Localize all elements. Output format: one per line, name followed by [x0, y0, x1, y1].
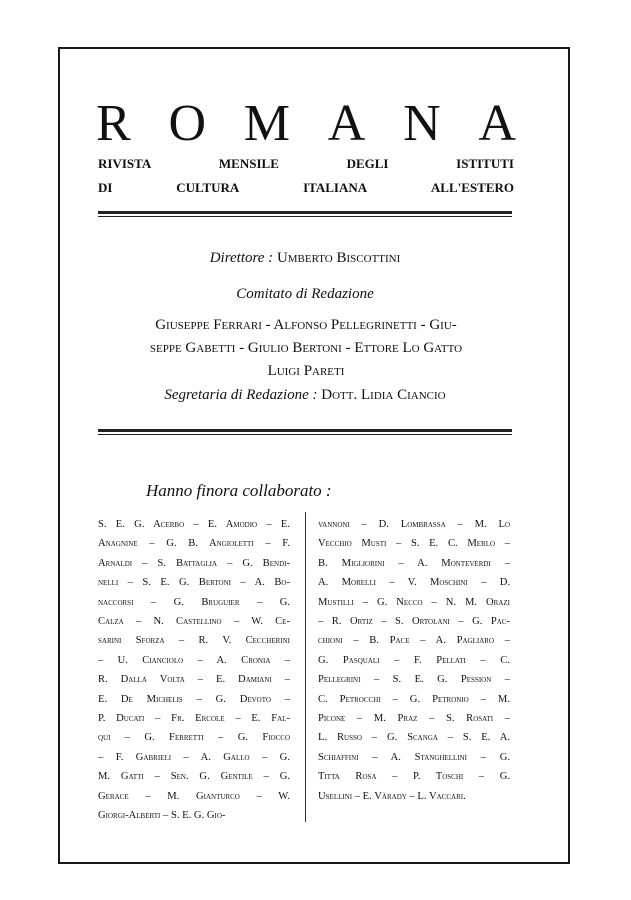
director-line — [90, 250, 520, 267]
committee-members — [104, 314, 508, 383]
contributor-line: P. Ducati – Fr. Ercole – E. Fal- — [98, 713, 290, 725]
contributor-line: sarini Sforza – R. V. Ceccherini — [98, 635, 290, 647]
contributor-line: Titta Rosa – P. Toschi – G. — [318, 771, 510, 783]
contributors-right-column — [318, 515, 510, 806]
contributor-line: vannoni – D. Lombrassa – M. Lo — [318, 519, 510, 530]
contributor-line: A. Morelli – V. Moschini – D. — [318, 577, 510, 589]
secretary-name: Dott. Lidia Ciancio — [321, 387, 446, 403]
subtitle-word: ITALIANA — [303, 180, 368, 195]
director-label: Direttore : — [209, 250, 274, 266]
title-letter: A — [327, 95, 366, 152]
director-name: Umberto Biscottini — [276, 250, 401, 266]
contributor-line: naccorsi – G. Bruguier – G. — [98, 596, 290, 608]
subtitle-word: RIVISTA — [98, 156, 152, 171]
top-divider — [98, 211, 512, 217]
subtitle-word: ISTITUTI — [456, 156, 514, 171]
contributor-line: Giorgi-Alberti – S. E. G. Gio- — [98, 810, 226, 822]
title-letter: O — [168, 95, 206, 152]
contributor-line: R. Dalla Volta – E. Damiani – — [98, 674, 290, 686]
contributor-line: Arnaldi – S. Battaglia – G. Bendi- — [98, 557, 290, 569]
committee-line: seppe Gabetti - Giulio Bertoni - Ettore Lo Gatto — [149, 340, 463, 356]
contributor-line: M. Gatti – Sen. G. Gentile – G. — [98, 771, 290, 783]
contributor-line: Picone – M. Praz – S. Rosati – — [318, 713, 510, 725]
journal-title — [96, 96, 516, 152]
contributor-line: Vecchio Musti – S. E. C. Merlo – — [318, 538, 510, 550]
title-letter: A — [478, 95, 516, 152]
contributor-line: C. Petrocchi – G. Petronio – M. — [318, 693, 510, 705]
subtitle-word: CULTURA — [176, 180, 240, 195]
contributor-line: Schiaffini – A. Stanghellini – G. — [318, 751, 510, 763]
committee-label: Comitato di Redazione — [236, 286, 374, 302]
contributor-line: – U. Cianciolo – A. Cronia – — [98, 654, 290, 666]
contributor-line: Calza – N. Castellino – W. Ce- — [98, 616, 290, 628]
committee-line: Luigi Pareti — [267, 363, 345, 379]
contributor-line: G. Pasquali – F. Pellati – C. — [318, 654, 510, 666]
subtitle-line-1 — [98, 156, 514, 172]
contributor-line: B. Migliorini – A. Monteverdi – — [318, 557, 510, 569]
subtitle-word: DEGLI — [346, 156, 389, 171]
contributor-line: Anagnine – G. B. Angioletti – F. — [98, 538, 290, 550]
contributor-line: Mustilli – G. Necco – N. M. Orazi — [318, 596, 510, 608]
contributor-line: – R. Ortiz – S. Ortolani – G. Pac- — [318, 616, 510, 628]
contributor-line: – F. Gabrieli – A. Gallo – G. — [98, 751, 290, 763]
contributor-line: chioni – B. Pace – A. Pagliaro – — [318, 635, 510, 647]
secretary-line — [90, 387, 520, 404]
contributor-line: E. De Michelis – G. Devoto – — [98, 693, 290, 705]
committee-line: Giuseppe Ferrari - Alfonso Pellegrinetti - Giu- — [155, 317, 457, 333]
subtitle-word: ALL'ESTERO — [430, 180, 514, 195]
subtitle-word: DI — [98, 180, 113, 195]
contributor-line: qui – G. Ferretti – G. Fiocco — [98, 732, 290, 744]
contributor-line: S. E. G. Acerbo – E. Amodio – E. — [98, 519, 290, 530]
contributor-line: L. Russo – G. Scanga – S. E. A. — [318, 732, 510, 744]
contributor-line: Usellini – E. Vàrady – L. Vaccari. — [318, 790, 466, 802]
contributors-left-column — [98, 515, 290, 826]
title-letter: R — [96, 95, 131, 152]
contributor-line: Pellegrini – S. E. G. Pession – — [318, 674, 510, 686]
contributor-line: Gerace – M. Gianturco – W. — [98, 790, 290, 802]
title-letter: N — [403, 95, 441, 152]
title-letter: M — [243, 95, 290, 152]
subtitle-word: MENSILE — [218, 156, 279, 171]
contributors-heading: Hanno finora collaborato : — [146, 481, 332, 500]
column-divider — [305, 512, 306, 822]
contributor-line: nelli – S. E. G. Bertoni – A. Bo- — [98, 577, 290, 589]
middle-divider — [98, 429, 512, 435]
subtitle-line-2 — [98, 180, 514, 196]
secretary-label: Segretaria di Redazione : — [164, 387, 318, 403]
